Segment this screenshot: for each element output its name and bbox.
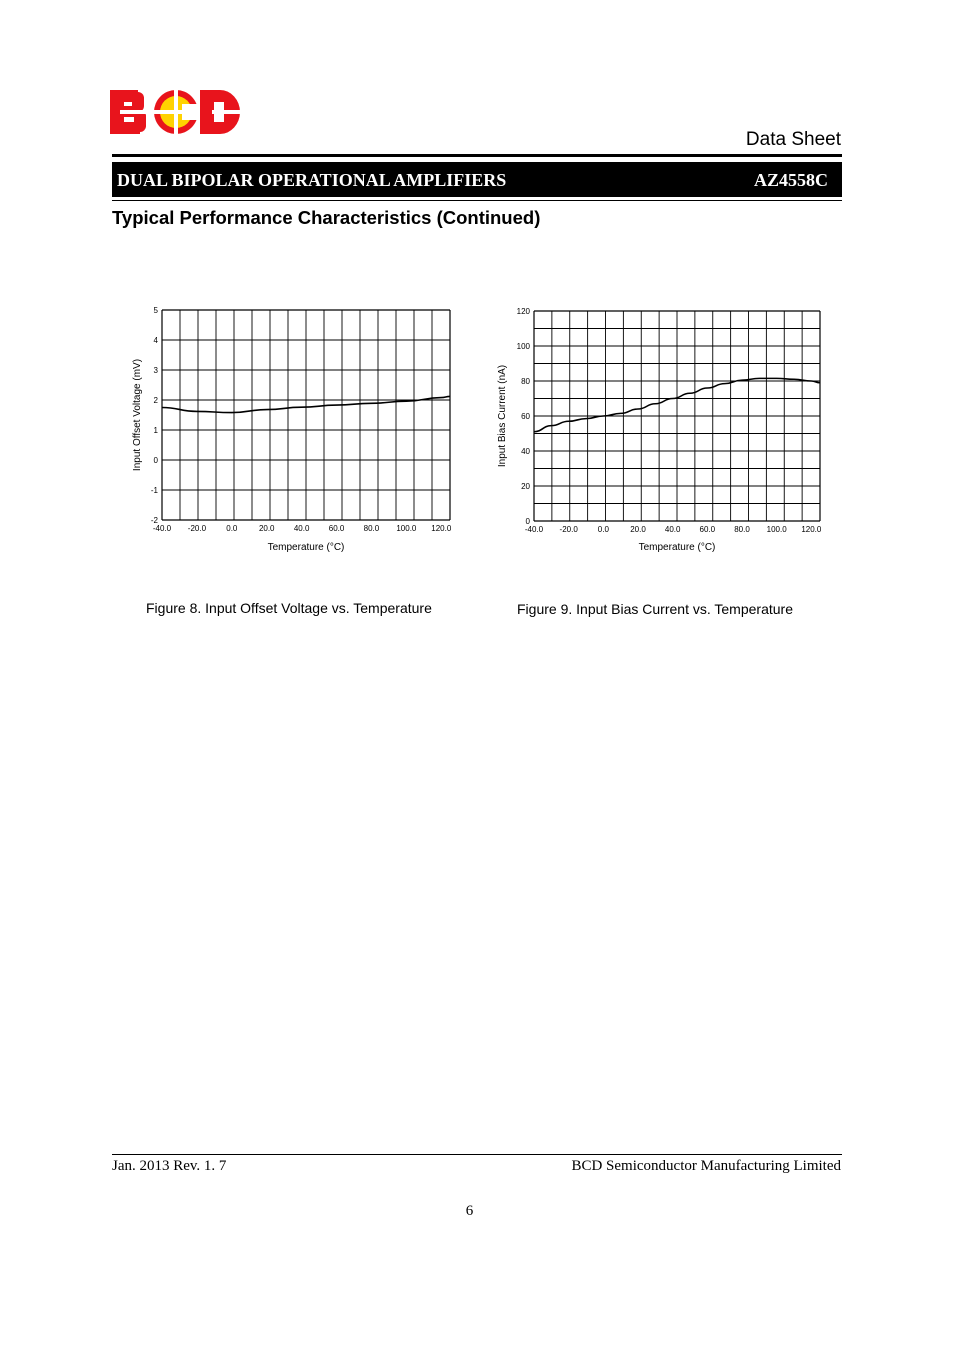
part-number: AZ4558C [753,170,828,190]
y-tick-label: 1 [153,426,158,435]
y-axis-label: Input Offset Voltage (mV) [132,358,143,472]
x-tick-label: 120.0 [431,524,452,533]
y-tick-label: 40 [521,447,530,456]
y-tick-label: 100 [516,342,530,351]
x-tick-label: 100.0 [396,524,417,533]
y-axis-label: Input Bias Current (nA) [497,364,508,468]
x-tick-label: -40.0 [152,524,172,533]
footer-rule [112,1154,842,1155]
offset-voltage-chart-svg [0,0,954,600]
y-tick-label: 5 [153,306,158,315]
x-tick-label: 60.0 [699,525,716,534]
x-tick-label: 60.0 [328,524,345,533]
x-tick-label: 100.0 [766,525,787,534]
x-tick-label: 20.0 [630,525,646,534]
figure-8-caption: Figure 8. Input Offset Voltage vs. Temperature [146,600,432,616]
y-tick-label: 60 [521,412,530,421]
x-tick-label: 0.0 [597,525,609,534]
document-title: DUAL BIPOLAR OPERATIONAL AMPLIFIERS [117,170,507,190]
figure-8-chart [0,0,954,605]
y-tick-label: 4 [153,336,158,345]
y-tick-label: 3 [153,366,158,375]
doc-type-label: Data Sheet [745,129,841,150]
x-tick-label: 0.0 [226,524,238,533]
y-tick-label: 0 [153,456,158,465]
y-tick-label: 2 [153,396,158,405]
figure-9-caption: Figure 9. Input Bias Current vs. Temperature [517,601,793,617]
x-tick-label: -40.0 [524,525,544,534]
section-title: Typical Performance Characteristics (Continued) [112,207,541,228]
x-axis-label: Temperature (°C) [267,542,345,553]
x-tick-label: 40.0 [664,525,681,534]
x-tick-label: 80.0 [363,524,380,533]
x-tick-label: 120.0 [801,525,822,534]
x-axis-label: Temperature (°C) [638,542,716,553]
x-tick-label: 20.0 [258,524,275,533]
y-tick-label: -2 [150,516,158,525]
y-tick-label: 120 [516,307,530,316]
x-tick-label: -20.0 [559,525,578,534]
y-tick-label: 0 [525,517,530,526]
x-tick-label: -20.0 [187,524,207,533]
footer-company: BCD Semiconductor Manufacturing Limited [571,1158,841,1174]
footer-date-rev: Jan. 2013 Rev. 1. 7 [112,1158,227,1174]
y-tick-label: -1 [150,486,158,495]
x-tick-label: 80.0 [734,525,750,534]
y-tick-label: 80 [521,377,530,386]
page-number: 6 [465,1203,474,1219]
y-tick-label: 20 [521,482,530,491]
x-tick-label: 40.0 [293,524,310,533]
